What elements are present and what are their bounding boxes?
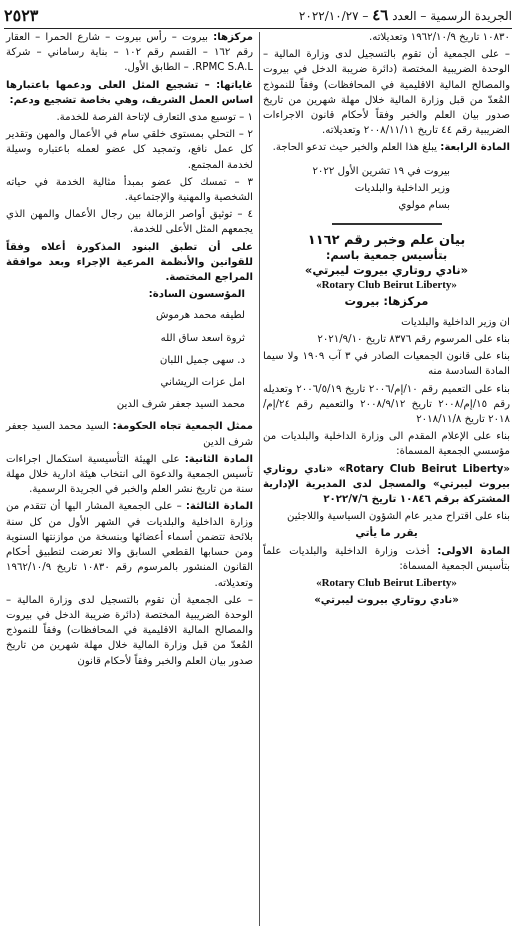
association-name-en: «Rotary Club Beirut Liberty» (316, 279, 457, 292)
founder-name: ثروة اسعد ساق الله (160, 332, 245, 344)
article-label: المادة الثانية: (184, 453, 253, 465)
article-three (6, 499, 253, 590)
field-text: بيروت – رأس بيروت – شارع الحمرا – العقار رقم ١٦٢ – القسم رقم ١٠٢ – بناية رساماني – شركة RPMC S.A.L. – الطابق الأول. (6, 32, 253, 74)
founders-list (6, 308, 253, 412)
article-label: المادة الاولى: (437, 545, 510, 557)
goal-item: ٣ – تمسك كل عضو بمبدأ مثالية الخدمة في حياته الشخصية والمهنية والإجتماعية. (6, 176, 253, 204)
article-text: أخذت وزارة الداخلية والبلديات علماً بتأسيس الجمعية المسماة: (263, 545, 510, 572)
association-name-ar: «نادي روتاري بيروت ليبرتي» (314, 595, 459, 607)
goal-item: ٤ – توثيق أواصر الزمالة بين رجال الأعمال والمهن الذي يجمعهم المثل الأعلى للخدمة. (6, 209, 253, 236)
field-label: مركزها: (213, 32, 253, 43)
gazette-name: الجريدة الرسمية – العدد (392, 9, 512, 23)
founders-label: المؤسسون السادة: (148, 289, 245, 301)
government-representative (6, 419, 253, 449)
paragraph: بناء على قانون الجمعيات الصادر في ٣ آب ١٩٠٩ ولا سيما المادة السادسة منه (263, 351, 510, 378)
left-column (6, 30, 253, 671)
article-text: على الهيئة التأسيسية استكمال اجراءات تأسيس الجمعية والدعوة الى انتخاب هيئة ادارية خلال مهلة سنة من تاريخ نشر العلم والخبر في الجريدة الرسمية. (6, 453, 253, 496)
section-separator (332, 223, 442, 225)
paragraph: «Rotary Club Beirut Liberty» «نادي روتاري بيروت ليبرتي» والمسجل لدى المديرية الإدارية المشتركة برقم ١٠٨٤٦ تاريخ ٢٠٢٢/٧/٦ (263, 463, 510, 505)
condition-text: على أن تطبق البنود المذكورة أعلاه وفقاً للقوانين والأنظمة المرعية الإجراء وبعد موافقة المراجع المختصة. (6, 241, 253, 284)
paragraph: بناء على اقتراح مدير عام الشؤون السياسية واللاجئين (286, 511, 510, 523)
field-label: غاياتها: (216, 79, 253, 91)
founder-name: محمد السيد جعفر شرف الدين (116, 399, 245, 411)
gazette-title (299, 6, 512, 24)
paragraph: – على الجمعية أن تقوم بالتسجيل لدى وزارة المالية – الوحدة الضريبية المختصة (دائرة ضريبة الدخل في بيروت والمصالح المالية الاقليمية في المحافظات) وفقاً للنموذج المُعدّ من قبل وزارة المالية خلال مهلة شهرين من تاريخ صدور بيان العلم والخبر وفقاً لأحكام قانون الاجراءات الضريبية رقم ٤٤ تاريخ ٢٠٠٨/١١/١١ وتعديلاته. (263, 49, 510, 137)
field-text: – تشجيع المثل العلى ودعمها باعتبارها اساس العمل الشريف، وهي بخاصة تشجيع ودعم: (6, 79, 253, 106)
article-one (263, 544, 510, 574)
article-label: المادة الرابعة: (440, 142, 510, 154)
signature-date: بيروت في ١٩ تشرين الأول ٢٠٢٢ (312, 165, 450, 177)
paragraph: بناء على الإعلام المقدم الى وزارة الداخلية والبلديات من مؤسسي الجمعية المسماة: (263, 431, 510, 458)
column-divider (259, 32, 260, 926)
paragraph: ١٠٨٣٠ تاريخ ١٩٦٢/١٠/٩ وتعديلاته. (369, 32, 510, 43)
field-text: السيد محمد السيد جعفر شرف الدين (6, 421, 253, 448)
headquarters-label: مركزها: بيروت (344, 293, 429, 308)
article-text: – على الجمعية المشار اليها أن تتقدم من وزارة الداخلية والبلديات في الشهر الأول من كل سنة بلائحة تتضمن أسماء أعضائها وبنسخة من موازنتها السنوية ومن حسابها القطعي السابق والا تعرضت لتطبيق أحكام القانون المنشور بالمرسوم رقم ١٠٨٣٠ تاريخ ١٩٦٢/١٠/٩ وتعديلاته. (6, 501, 253, 589)
page-header (4, 2, 512, 29)
paragraph: ان وزير الداخلية والبلديات (401, 316, 510, 328)
decision-heading: يقرر ما يأتي (355, 528, 418, 540)
issue-date: – ٢٠٢٢/١٠/٢٧ (298, 9, 369, 23)
right-column (263, 30, 510, 610)
article-text: يبلغ هذا العلم والخبر حيث تدعو الحاجة. (272, 142, 437, 154)
paragraph: بناء على التعميم رقم ١٠/إم/٢٠٠٦ تاريخ ٢٠٠٦/٥/١٩ وتعديله رقم ١٥/إم/٢٠٠٨ تاريخ ٢٠٠٨/٩/١٢ والتعميم رقم ٢٤/إم/٢٠١٨ تاريخ ٢٠١٨/١١/٨ (263, 383, 510, 425)
goal-item: ٢ – التحلي بمستوى خلقي سام في الأعمال والمهن وتقدير كل عمل نافع، وتمجيد كل عضو لعمله باعتباره وسيلة لخدمة المجتمع. (6, 129, 253, 171)
signature-block (263, 164, 510, 214)
headquarters-address (6, 30, 253, 76)
paragraph: – على الجمعية أن تقوم بالتسجيل لدى وزارة المالية – الوحدة الضريبية المختصة (دائرة ضريبة الدخل في بيروت والمصالح المالية الاقليمية في المحافظات) وفقاً للنموذج المُعدّ من قبل وزارة المالية خلال مهلة شهرين من تاريخ صدور بيان العلم والخبر وفقاً لأحكام قانون (6, 594, 253, 667)
field-label: ممثل الجمعية تجاه الحكومة: (112, 421, 253, 433)
article-four (263, 140, 510, 155)
founder-name: لطيفه محمد هرموش (155, 310, 245, 322)
notice-title: بيان علم وخبر رقم ١١٦٢ (307, 232, 466, 248)
goal-item: ١ – توسيع مدى التعارف لإتاحة الفرصة للخدمة. (56, 112, 253, 124)
association-name-ar: «نادي روتاري بيروت ليبرتي» (304, 263, 469, 278)
notice-subtitle: بتأسيس جمعية باسم: (325, 247, 448, 262)
goals (6, 78, 253, 108)
article-two (6, 452, 253, 498)
signature-title: وزير الداخلية والبلديات (354, 182, 450, 194)
association-name-en: «Rotary Club Beirut Liberty» (316, 577, 457, 589)
founder-name: د. سهى جميل اللبان (159, 354, 245, 366)
article-label: المادة الثالثة: (185, 501, 253, 513)
issue-number: ٤٦ (372, 6, 389, 24)
founder-name: امل عزات الريشاني (160, 377, 245, 389)
page-number: ٢٥٢٣ (4, 5, 39, 25)
paragraph: بناء على المرسوم رقم ٨٣٧٦ تاريخ ٢٠٢١/٩/١٠ (317, 333, 510, 345)
signature-name: بسام مولوي (398, 200, 450, 212)
